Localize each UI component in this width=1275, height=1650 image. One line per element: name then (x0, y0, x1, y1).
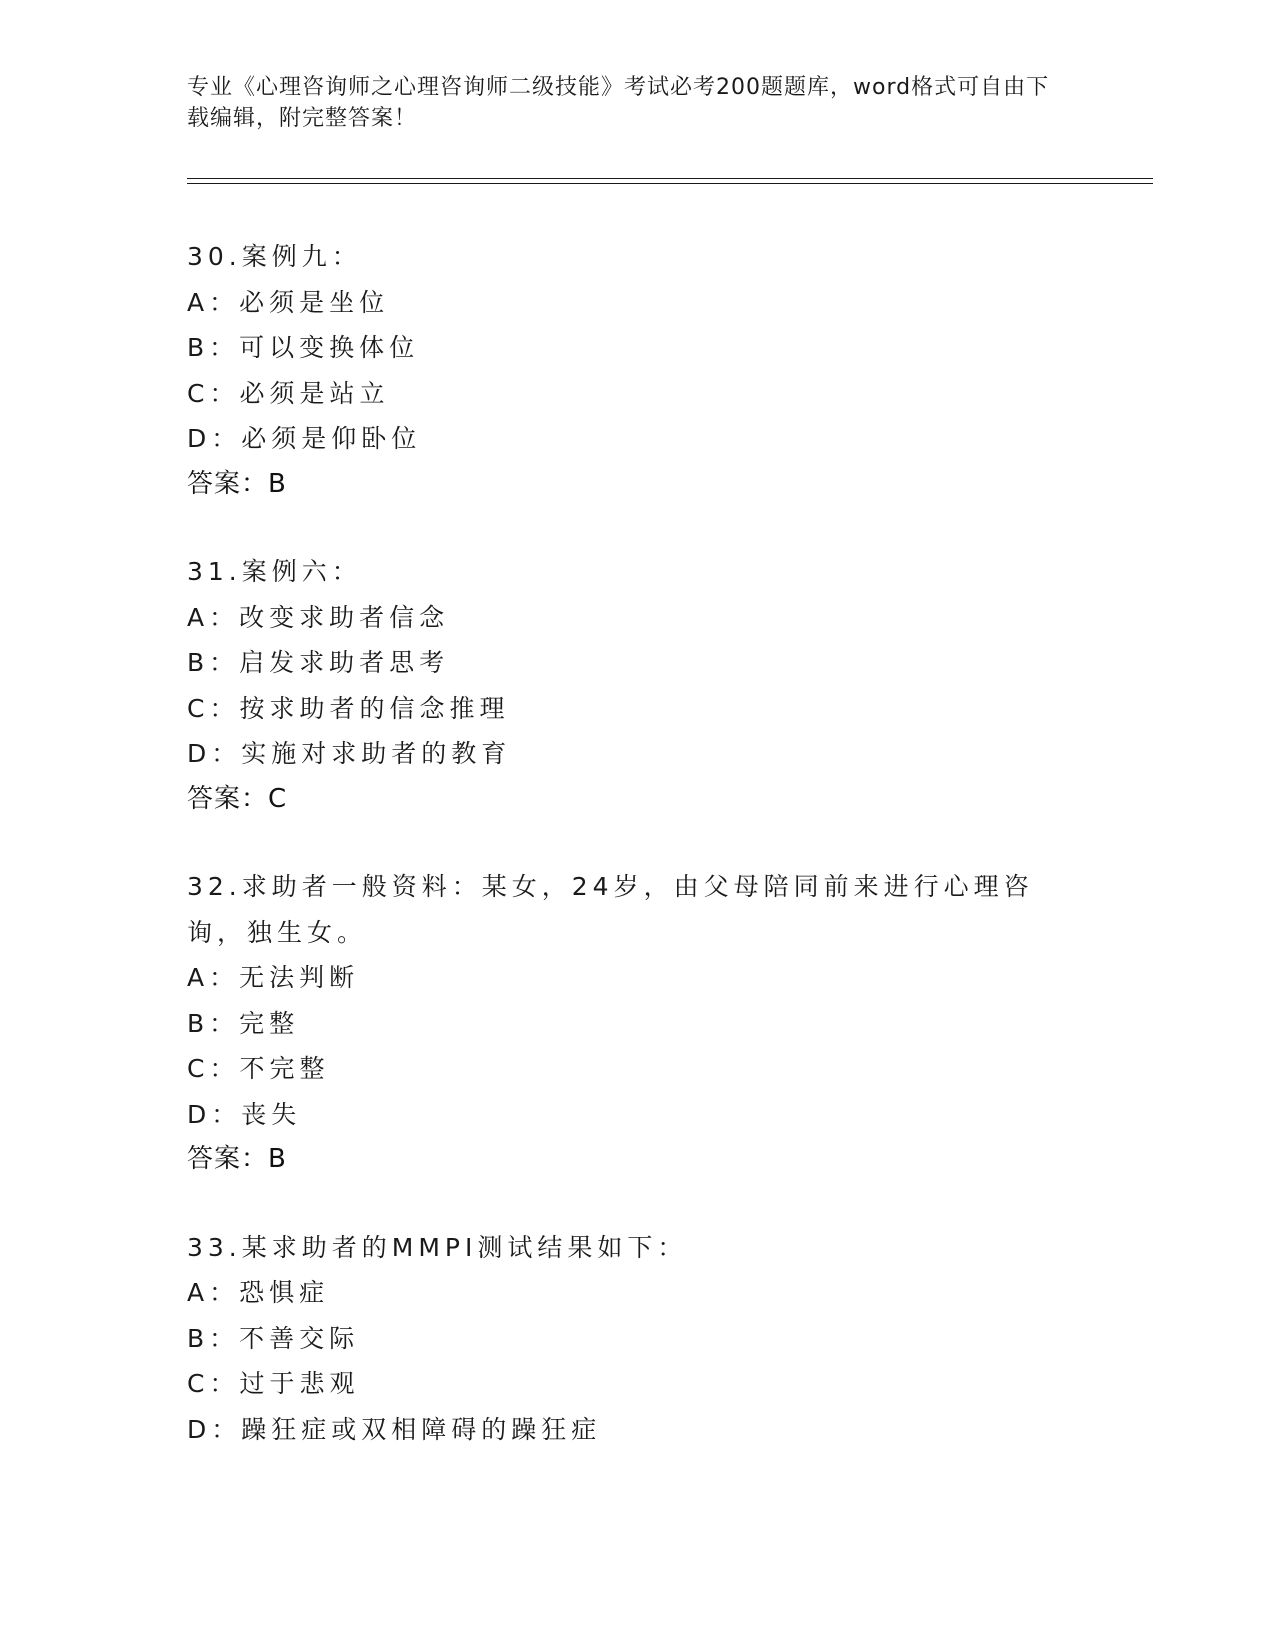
answer-line: 答案：C (187, 783, 288, 814)
answer-line: 答案：B (187, 1144, 287, 1174)
option-b: B：可以变换体位 (187, 333, 420, 362)
option-d: D：丧失 (187, 1099, 302, 1129)
answer-line: 答案：B (187, 468, 287, 499)
option-c: C：必须是站立 (187, 378, 390, 408)
option-d: D：实施对求助者的教育 (187, 739, 512, 768)
question-31 (187, 549, 1087, 822)
header-divider-top (187, 178, 1153, 179)
option-a: A：恐惧症 (187, 1278, 330, 1307)
option-c: C：按求助者的信念推理 (187, 693, 510, 723)
question-33 (187, 1225, 1087, 1453)
option-c: C：过于悲观 (187, 1369, 360, 1398)
option-a: A：改变求助者信念 (187, 602, 450, 632)
option-b: B：不善交际 (187, 1323, 360, 1353)
question-32 (187, 864, 1087, 1183)
question-stem: 31.案例六： (187, 557, 362, 586)
question-30 (187, 234, 1087, 507)
option-c: C：不完整 (187, 1054, 330, 1083)
option-a: A：必须是坐位 (187, 287, 390, 317)
option-b: B：启发求助者思考 (187, 648, 450, 677)
option-a: A：无法判断 (187, 963, 360, 992)
question-list (187, 234, 1087, 1494)
question-stem: 30.案例九： (187, 242, 362, 271)
option-d: D：躁狂症或双相障碍的躁狂症 (187, 1414, 602, 1444)
question-stem: 33.某求助者的MMPI测试结果如下： (187, 1232, 688, 1262)
option-b: B：完整 (187, 1008, 300, 1038)
document-intro: 专业《心理咨询师之心理咨询师二级技能》考试必考200题题库，word格式可自由下载编辑，附完整答案！ (187, 75, 1050, 131)
option-d: D：必须是仰卧位 (187, 424, 422, 453)
question-stem: 32.求助者一般资料：某女，24岁，由父母陪同前来进行心理咨询，独生女。 (187, 872, 1034, 947)
header-divider-bottom (187, 183, 1153, 184)
